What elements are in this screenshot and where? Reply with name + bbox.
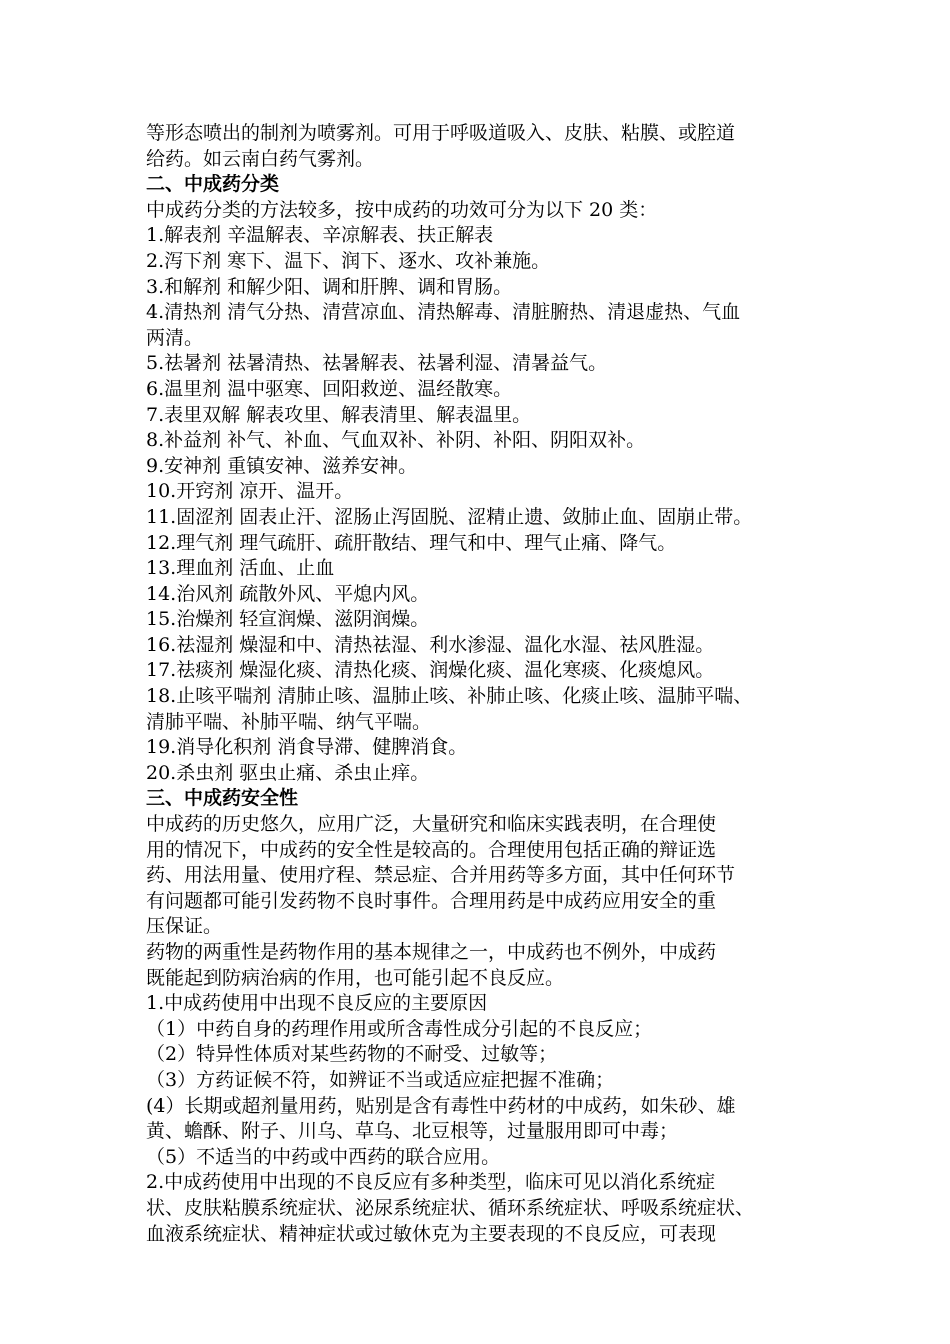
- text-line: 1.解表剂 辛温解表、辛凉解表、扶正解表: [146, 224, 494, 247]
- text-line: 18.止咳平喘剂 清肺止咳、温肺止咳、补肺止咳、化痰止咳、温肺平喘、: [146, 685, 753, 708]
- text-line: 既能起到防病治病的作用，也可能引起不良反应。: [146, 966, 565, 989]
- text-line: （5）不适当的中药或中西药的联合应用。: [146, 1145, 501, 1168]
- section-heading: 二、中成药分类: [146, 173, 280, 196]
- text-line: 20.杀虫剂 驱虫止痛、杀虫止痒。: [146, 761, 430, 784]
- text-line: 两清。: [146, 326, 204, 349]
- text-line: 14.治风剂 疏散外风、平熄内风。: [146, 582, 430, 605]
- text-line: 3.和解剂 和解少阳、调和肝脾、调和胃肠。: [146, 275, 513, 298]
- document-page: [146, 121, 818, 1247]
- text-line: 状、皮肤粘膜系统症状、泌尿系统症状、循环系统症状、呼吸系统症状、: [146, 1196, 755, 1219]
- text-line: 2.泻下剂 寒下、温下、润下、逐水、攻补兼施。: [146, 249, 551, 272]
- text-line: 13.理血剂 活血、止血: [146, 557, 335, 580]
- text-line: 用的情况下，中成药的安全性是较高的。合理使用包括正确的辩证选: [146, 838, 717, 861]
- text-line: 11.固涩剂 固表止汗、涩肠止泻固脱、涩精止遗、敛肺止血、固崩止带。: [146, 505, 753, 528]
- text-line: 血液系统症状、精神症状或过敏休克为主要表现的不良反应，可表现: [146, 1222, 717, 1245]
- text-line: 15.治燥剂 轻宣润燥、滋阴润燥。: [146, 608, 430, 631]
- text-line: 1.中成药使用中出现不良反应的主要原因: [146, 992, 488, 1015]
- text-line: 10.开窍剂 凉开、温开。: [146, 480, 354, 503]
- text-line: 压保证。: [146, 915, 223, 938]
- text-line: 9.安神剂 重镇安神、滋养安神。: [146, 454, 418, 477]
- text-line: 7.表里双解 解表攻里、解表清里、解表温里。: [146, 403, 532, 426]
- text-line: 有问题都可能引发药物不良时事件。合理用药是中成药应用安全的重: [146, 889, 717, 912]
- text-line: 5.祛暑剂 祛暑清热、祛暑解表、祛暑利湿、清暑益气。: [146, 352, 608, 375]
- text-line: 17.祛痰剂 燥湿化痰、清热化痰、润燥化痰、温化寒痰、化痰熄风。: [146, 659, 715, 682]
- text-line: 药、用法用量、使用疗程、禁忌症、合并用药等多方面，其中任何环节: [146, 864, 736, 887]
- section-heading: 三、中成药安全性: [146, 787, 299, 810]
- text-line: 等形态喷出的制剂为喷雾剂。可用于呼吸道吸入、皮肤、粘膜、或腔道: [146, 122, 736, 144]
- text-line: 给药。如云南白药气雾剂。: [146, 147, 375, 170]
- text-line: （3）方药证候不符，如辨证不当或适应症把握不准确；: [146, 1068, 615, 1091]
- text-line: 黄、蟾酥、附子、川乌、草乌、北豆根等，过量服用即可中毒；: [146, 1120, 679, 1143]
- text-line: 12.理气剂 理气疏肝、疏肝散结、理气和中、理气止痛、降气。: [146, 531, 677, 554]
- text-line: 19.消导化积剂 消食导滞、健脾消食。: [146, 736, 468, 759]
- text-line: 药物的两重性是药物作用的基本规律之一，中成药也不例外，中成药: [146, 941, 717, 963]
- text-line: 清肺平喘、补肺平喘、纳气平喘。: [146, 710, 432, 733]
- text-line: （2）特异性体质对某些药物的不耐受、过敏等；: [146, 1043, 558, 1066]
- text-line: 中成药的历史悠久，应用广泛，大量研究和临床实践表明，在合理使: [146, 813, 717, 836]
- text-line: (4）长期或超剂量用药，贴别是含有毒性中药材的中成药，如朱砂、雄: [146, 1094, 736, 1117]
- text-line: 8.补益剂 补气、补血、气血双补、补阴、补阳、阴阳双补。: [146, 429, 646, 452]
- text-line: 中成药分类的方法较多，按中成药的功效可分为以下 20 类：: [146, 198, 658, 221]
- text-line: 4.清热剂 清气分热、清营凉血、清热解毒、清脏腑热、清退虚热、气血: [146, 301, 741, 324]
- text-line: 6.温里剂 温中驱寒、回阳救逆、温经散寒。: [146, 377, 513, 400]
- text-line: （1）中药自身的药理作用或所含毒性成分引起的不良反应；: [146, 1017, 653, 1040]
- document-body: [146, 121, 818, 1247]
- text-line: 16.祛湿剂 燥湿和中、清热祛湿、利水渗湿、温化水湿、祛风胜湿。: [146, 633, 715, 656]
- text-line: 2.中成药使用中出现的不良反应有多种类型，临床可见以消化系统症: [146, 1171, 716, 1194]
